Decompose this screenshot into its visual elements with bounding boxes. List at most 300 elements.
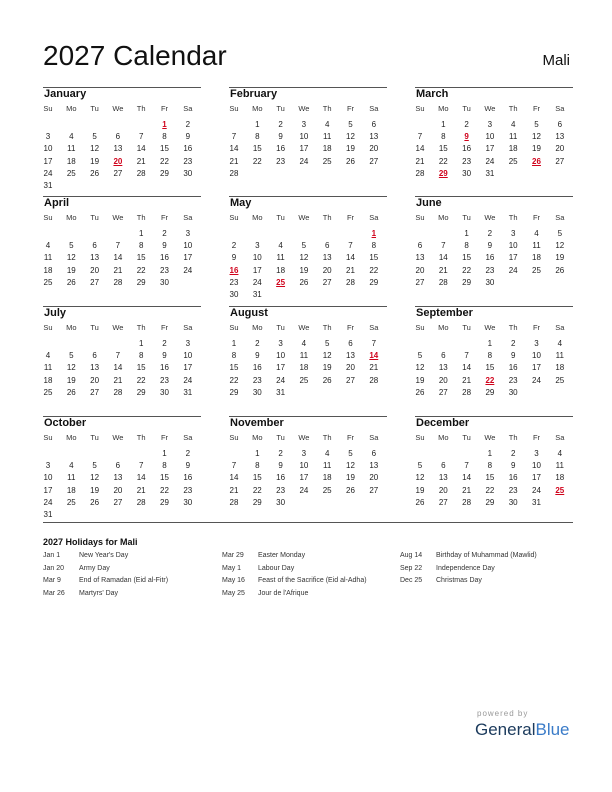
day-cell: 13: [555, 132, 565, 142]
day-cell: 2: [162, 339, 167, 348]
day-cell: 25: [43, 277, 53, 287]
day-cell: 5: [534, 120, 539, 129]
day-cell: 6: [115, 132, 121, 142]
day-cell: 10: [183, 241, 193, 251]
weekday-label: Su: [415, 433, 425, 442]
month-name: November: [230, 417, 284, 429]
day-cell: 21: [462, 375, 472, 385]
day-cell: 7: [138, 132, 144, 142]
day-cell: 2: [231, 241, 237, 251]
day-cell: 3: [510, 229, 516, 238]
day-cell: 29: [229, 387, 239, 397]
day-cell: 24: [183, 375, 193, 385]
day-cell: 8: [162, 461, 167, 471]
day-cell: 23: [252, 375, 262, 385]
day-cell: 26: [346, 156, 355, 166]
day-cell: 9: [162, 241, 167, 251]
day-cell: 15: [229, 363, 239, 373]
day-cell: 26: [90, 168, 100, 178]
powered-by-text: powered by: [477, 709, 529, 718]
holiday-name: Army Day: [79, 564, 110, 572]
day-cell: 22: [462, 265, 472, 275]
holiday-item: [222, 552, 397, 565]
day-cell: 25: [43, 387, 53, 397]
day-cell: 24: [252, 277, 262, 287]
day-cell: 12: [532, 132, 541, 142]
month-name: May: [230, 197, 252, 209]
day-cell: 8: [487, 461, 493, 471]
generalblue-logo[interactable]: [475, 720, 570, 740]
weekday-label: Su: [415, 104, 425, 113]
day-cell: 12: [66, 363, 76, 373]
holiday-day-cell: 1: [162, 120, 167, 129]
day-cell: 24: [532, 375, 541, 385]
weekday-label: We: [112, 433, 124, 442]
day-cell: 27: [113, 168, 123, 178]
day-cell: 22: [252, 485, 262, 495]
day-cell: 4: [69, 461, 74, 471]
day-cell: 18: [299, 363, 309, 373]
holiday-item: [43, 577, 218, 590]
day-cell: 18: [276, 265, 286, 275]
day-cell: 21: [136, 156, 146, 166]
day-cell: 30: [160, 277, 169, 287]
day-cell: 8: [162, 132, 167, 142]
holiday-item: [43, 552, 218, 565]
day-cell: 4: [557, 339, 563, 348]
day-cell: 6: [441, 461, 446, 471]
day-cell: 19: [66, 375, 76, 385]
day-cell: 18: [532, 253, 541, 263]
day-cell: 31: [252, 290, 262, 299]
weekday-label: Fr: [346, 433, 355, 442]
day-cell: 27: [369, 156, 379, 166]
day-cell: 13: [438, 363, 448, 373]
day-cell: 17: [532, 363, 541, 373]
day-cell: 21: [438, 265, 448, 275]
day-cell: 28: [113, 277, 123, 287]
day-cell: 15: [136, 363, 146, 373]
day-cell: 19: [532, 144, 541, 154]
day-cell: 23: [508, 485, 518, 495]
weekday-label: Mo: [66, 323, 77, 332]
day-cell: 6: [417, 241, 423, 251]
day-cell: 14: [415, 144, 425, 154]
day-cell: 19: [555, 253, 565, 263]
day-cell: 22: [229, 375, 239, 385]
day-cell: 22: [136, 265, 146, 275]
weekday-label: Fr: [532, 213, 541, 222]
weekday-label: Tu: [462, 104, 471, 113]
day-cell: 15: [485, 363, 495, 373]
day-cell: 1: [138, 229, 144, 238]
weekday-label: Mo: [438, 433, 449, 442]
day-cell: 31: [485, 168, 495, 178]
day-cell: 12: [90, 144, 100, 154]
day-cell: 22: [160, 485, 169, 495]
day-cell: 5: [92, 461, 97, 471]
day-cell: 8: [255, 461, 260, 471]
day-cell: 18: [66, 485, 76, 495]
day-cell: 25: [322, 156, 332, 166]
day-cell: 2: [464, 120, 469, 129]
weekday-label: Th: [136, 213, 146, 222]
day-cell: 23: [276, 156, 286, 166]
day-cell: 20: [438, 485, 448, 495]
day-cell: 1: [162, 449, 167, 458]
day-cell: 31: [43, 181, 53, 190]
day-cell: 7: [138, 461, 144, 471]
day-cell: 27: [438, 497, 448, 507]
holiday-day-cell: 14: [369, 351, 379, 361]
month-divider: [43, 306, 201, 307]
day-cell: 3: [185, 229, 191, 238]
day-cell: 17: [276, 363, 286, 373]
weekday-label: Mo: [438, 323, 449, 332]
day-cell: 18: [555, 473, 565, 483]
day-cell: 29: [252, 497, 262, 507]
weekday-label: Tu: [276, 213, 285, 222]
day-cell: 26: [90, 497, 100, 507]
day-cell: 24: [299, 156, 309, 166]
weekday-label: We: [298, 323, 310, 332]
holiday-date: Mar 29: [222, 552, 244, 559]
holiday-item: [400, 552, 575, 565]
weekday-label: We: [112, 104, 124, 113]
weekday-label: We: [298, 213, 310, 222]
day-cell: 1: [231, 339, 237, 348]
day-cell: 17: [252, 265, 262, 275]
holiday-name: End of Ramadan (Eid al-Fitr): [79, 577, 169, 584]
day-cell: 29: [462, 277, 472, 287]
holiday-day-cell: 25: [555, 485, 565, 495]
weekday-label: Sa: [369, 433, 379, 442]
weekday-label: Sa: [183, 213, 193, 222]
day-cell: 5: [348, 120, 353, 129]
day-cell: 12: [346, 461, 355, 471]
weekday-label: Fr: [346, 213, 355, 222]
day-cell: 16: [252, 363, 262, 373]
day-cell: 18: [66, 156, 76, 166]
day-cell: 18: [322, 473, 332, 483]
weekday-label: We: [484, 104, 496, 113]
day-cell: 17: [43, 485, 53, 495]
day-cell: 24: [299, 485, 309, 495]
day-cell: 1: [255, 120, 260, 129]
weekday-label: Su: [43, 213, 53, 222]
day-cell: 29: [136, 387, 146, 397]
day-cell: 7: [231, 132, 237, 142]
day-cell: 30: [485, 277, 495, 287]
day-cell: 23: [462, 156, 472, 166]
day-cell: 4: [534, 229, 539, 238]
weekday-label: Sa: [369, 213, 379, 222]
day-cell: 10: [485, 132, 495, 142]
day-cell: 16: [276, 473, 286, 483]
day-cell: 13: [369, 461, 379, 471]
holiday-name: Feast of the Sacrifice (Eid al-Adha): [258, 577, 367, 584]
holiday-name: Easter Monday: [258, 552, 306, 559]
weekday-label: Th: [322, 104, 332, 113]
day-cell: 13: [322, 253, 332, 263]
day-cell: 3: [301, 120, 307, 129]
day-cell: 17: [183, 253, 193, 263]
day-cell: 2: [510, 339, 516, 348]
weekday-label: Su: [415, 323, 425, 332]
weekday-label: Th: [508, 104, 518, 113]
day-cell: 26: [415, 387, 425, 397]
day-cell: 2: [278, 449, 283, 458]
day-cell: 30: [276, 497, 286, 507]
day-cell: 11: [43, 363, 53, 373]
day-cell: 20: [369, 473, 379, 483]
day-cell: 20: [555, 144, 565, 154]
holiday-date: Mar 9: [43, 577, 61, 584]
weekday-label: Mo: [252, 104, 263, 113]
weekday-label: Sa: [555, 433, 565, 442]
weekday-label: Sa: [183, 323, 193, 332]
day-cell: 14: [229, 473, 239, 483]
day-cell: 10: [252, 253, 262, 263]
month-divider: [229, 196, 387, 197]
holiday-date: Jan 20: [43, 564, 65, 572]
holiday-date: Sep 22: [400, 564, 423, 572]
day-cell: 12: [555, 241, 565, 251]
day-cell: 27: [346, 375, 355, 385]
day-cell: 24: [183, 265, 193, 275]
day-cell: 11: [67, 473, 76, 483]
day-cell: 12: [90, 473, 100, 483]
weekday-label: We: [298, 433, 310, 442]
day-cell: 16: [160, 253, 169, 263]
page-title: 2027 Calendar: [43, 40, 227, 71]
day-cell: 14: [229, 144, 239, 154]
day-cell: 22: [136, 375, 146, 385]
weekday-label: Fr: [532, 104, 541, 113]
day-cell: 10: [183, 351, 193, 361]
day-cell: 3: [301, 449, 307, 458]
day-cell: 13: [369, 132, 379, 142]
holiday-day-cell: 22: [485, 375, 495, 385]
weekday-label: Th: [322, 213, 332, 222]
weekday-label: Fr: [160, 104, 169, 113]
weekday-label: Fr: [160, 323, 169, 332]
day-cell: 14: [136, 473, 146, 483]
weekday-label: Th: [508, 323, 518, 332]
day-cell: 29: [485, 497, 495, 507]
day-cell: 15: [438, 144, 448, 154]
holiday-name: Birthday of Muhammad (Mawlid): [436, 552, 537, 559]
day-cell: 20: [369, 144, 379, 154]
day-cell: 28: [229, 497, 239, 507]
day-cell: 18: [508, 144, 518, 154]
weekday-label: Su: [415, 213, 425, 222]
day-cell: 27: [369, 485, 379, 495]
holiday-day-cell: 26: [532, 156, 541, 166]
weekday-label: We: [298, 104, 310, 113]
day-cell: 9: [162, 351, 167, 361]
day-cell: 20: [438, 375, 448, 385]
weekday-label: Su: [43, 433, 53, 442]
day-cell: 5: [301, 241, 307, 251]
day-cell: 4: [324, 120, 330, 129]
day-cell: 15: [252, 144, 262, 154]
weekday-label: Tu: [462, 213, 471, 222]
day-cell: 7: [417, 132, 423, 142]
day-cell: 3: [487, 120, 493, 129]
day-cell: 12: [346, 132, 355, 142]
day-cell: 11: [532, 241, 541, 251]
day-cell: 15: [160, 473, 169, 483]
weekday-label: Fr: [160, 213, 169, 222]
day-cell: 5: [69, 351, 74, 361]
month-name: October: [44, 417, 87, 429]
day-cell: 24: [485, 156, 495, 166]
day-cell: 11: [555, 461, 564, 471]
day-cell: 14: [438, 253, 448, 263]
holiday-day-cell: 9: [464, 132, 469, 142]
day-cell: 4: [45, 241, 51, 251]
day-cell: 23: [183, 485, 193, 495]
day-cell: 5: [417, 461, 423, 471]
weekday-label: Tu: [90, 323, 99, 332]
day-cell: 11: [323, 132, 332, 142]
weekday-label: Tu: [276, 104, 285, 113]
day-cell: 22: [252, 156, 262, 166]
month-name: January: [44, 88, 87, 100]
holidays-title: 2027 Holidays for Mali: [43, 537, 138, 547]
day-cell: 24: [532, 485, 541, 495]
day-cell: 26: [322, 375, 332, 385]
holiday-date: Mar 26: [43, 589, 65, 597]
weekday-label: Th: [136, 104, 146, 113]
day-cell: 11: [276, 253, 285, 263]
day-cell: 14: [462, 473, 472, 483]
weekday-label: Th: [136, 433, 146, 442]
weekday-label: Fr: [346, 323, 355, 332]
day-cell: 19: [299, 265, 309, 275]
day-cell: 10: [299, 461, 309, 471]
day-cell: 23: [276, 485, 286, 495]
weekday-label: Su: [43, 104, 53, 113]
day-cell: 13: [415, 253, 425, 263]
weekday-label: Mo: [252, 323, 263, 332]
holiday-item: [43, 590, 218, 603]
day-cell: 9: [278, 132, 283, 142]
holiday-name: Labour Day: [258, 564, 295, 572]
weekday-label: Th: [322, 433, 332, 442]
day-cell: 30: [183, 168, 193, 178]
weekday-label: Fr: [532, 323, 541, 332]
day-cell: 21: [415, 156, 425, 166]
day-cell: 11: [509, 132, 518, 142]
weekday-label: Fr: [160, 433, 169, 442]
weekday-label: Fr: [532, 433, 541, 442]
day-cell: 3: [534, 449, 539, 458]
day-cell: 31: [43, 510, 53, 519]
day-cell: 20: [113, 485, 123, 495]
day-cell: 3: [45, 132, 51, 142]
day-cell: 13: [113, 144, 123, 154]
day-cell: 16: [276, 144, 286, 154]
weekday-label: Mo: [66, 213, 77, 222]
day-cell: 27: [438, 387, 448, 397]
day-cell: 21: [229, 485, 239, 495]
day-cell: 25: [532, 265, 541, 275]
day-cell: 1: [255, 449, 260, 458]
day-cell: 6: [92, 241, 97, 251]
weekday-label: Mo: [66, 104, 77, 113]
weekday-label: We: [484, 213, 496, 222]
day-cell: 12: [415, 473, 425, 483]
day-cell: 16: [183, 144, 193, 154]
day-cell: 1: [487, 339, 493, 348]
day-cell: 5: [348, 449, 353, 458]
day-cell: 21: [369, 363, 379, 373]
month-name: March: [416, 88, 449, 100]
holiday-item: [400, 577, 575, 590]
weekday-label: Th: [136, 323, 146, 332]
day-cell: 29: [485, 387, 495, 397]
weekday-label: Fr: [346, 104, 355, 113]
day-cell: 28: [136, 497, 146, 507]
day-cell: 3: [185, 339, 191, 348]
day-cell: 27: [90, 277, 100, 287]
month-name: April: [44, 197, 70, 209]
day-cell: 19: [346, 144, 355, 154]
day-cell: 7: [115, 241, 121, 251]
holiday-day-cell: 29: [438, 168, 448, 178]
day-cell: 7: [464, 461, 469, 471]
holiday-name: New Year's Day: [79, 552, 129, 559]
day-cell: 25: [66, 497, 76, 507]
weekday-label: Sa: [183, 104, 193, 113]
day-cell: 22: [438, 156, 448, 166]
day-cell: 15: [252, 473, 262, 483]
day-cell: 21: [229, 156, 239, 166]
day-cell: 9: [185, 132, 191, 142]
day-cell: 17: [299, 473, 309, 483]
day-cell: 30: [160, 387, 169, 397]
day-cell: 1: [441, 120, 446, 129]
day-cell: 12: [66, 253, 76, 263]
day-cell: 6: [92, 351, 97, 361]
country-name: Mali: [542, 52, 570, 69]
day-cell: 15: [462, 253, 472, 263]
day-cell: 5: [324, 339, 330, 348]
day-cell: 3: [255, 241, 260, 251]
holiday-item: [222, 577, 397, 590]
day-cell: 28: [346, 277, 355, 287]
day-cell: 3: [45, 461, 51, 471]
day-cell: 13: [438, 473, 448, 483]
day-cell: 31: [183, 387, 193, 397]
day-cell: 2: [487, 229, 493, 238]
day-cell: 14: [462, 363, 472, 373]
day-cell: 6: [324, 241, 330, 251]
day-cell: 28: [136, 168, 146, 178]
day-cell: 23: [160, 375, 169, 385]
day-cell: 25: [555, 375, 565, 385]
day-cell: 5: [417, 351, 423, 361]
weekday-label: Th: [508, 213, 518, 222]
holiday-column: [43, 552, 218, 602]
day-cell: 17: [43, 156, 53, 166]
holiday-date: Jan 1: [43, 552, 61, 559]
day-cell: 2: [162, 229, 167, 238]
day-cell: 10: [299, 132, 309, 142]
day-cell: 8: [441, 132, 446, 142]
